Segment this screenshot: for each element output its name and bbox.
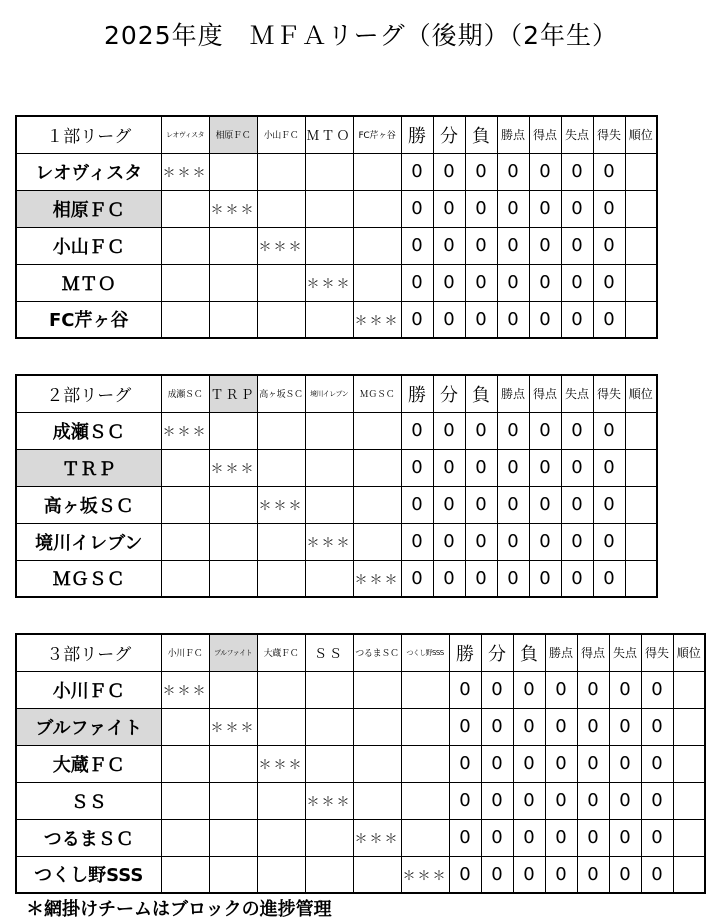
stat-cell: 0	[401, 449, 433, 486]
self-match-cell: ＊＊＊	[209, 449, 257, 486]
match-result-cell	[305, 745, 353, 782]
team-row	[16, 782, 705, 819]
match-result-cell	[353, 745, 401, 782]
stat-cell: 0	[545, 782, 577, 819]
stat-column-header: 得失	[593, 375, 625, 412]
team-row	[16, 523, 657, 560]
league-name: ２部リーグ	[16, 375, 161, 412]
stat-column-header: 勝	[401, 116, 433, 153]
opponent-column-header: ＭＧＳＣ	[353, 375, 401, 412]
stat-cell: 0	[497, 560, 529, 597]
match-result-cell	[401, 782, 449, 819]
match-result-cell	[161, 301, 209, 338]
team-row	[16, 190, 657, 227]
stat-column-header: 順位	[673, 634, 705, 671]
stat-cell: 0	[449, 708, 481, 745]
stat-cell: 0	[577, 856, 609, 893]
stat-column-header: 失点	[609, 634, 641, 671]
stat-cell	[625, 264, 657, 301]
stat-cell: 0	[609, 745, 641, 782]
stat-cell: 0	[593, 412, 625, 449]
stat-cell: 0	[481, 708, 513, 745]
league-table-2	[15, 374, 658, 598]
team-row	[16, 671, 705, 708]
team-name: ＴＲＰ	[16, 449, 161, 486]
team-row	[16, 412, 657, 449]
match-result-cell	[257, 782, 305, 819]
stat-cell: 0	[513, 782, 545, 819]
stat-column-header: 得失	[641, 634, 673, 671]
stat-cell: 0	[465, 560, 497, 597]
stat-cell: 0	[433, 190, 465, 227]
match-result-cell	[305, 227, 353, 264]
self-match-cell: ＊＊＊	[209, 708, 257, 745]
match-result-cell	[305, 486, 353, 523]
stat-cell	[673, 782, 705, 819]
stat-cell: 0	[449, 819, 481, 856]
stat-cell: 0	[561, 190, 593, 227]
self-match-cell: ＊＊＊	[209, 190, 257, 227]
stat-cell: 0	[465, 227, 497, 264]
self-match-cell: ＊＊＊	[257, 227, 305, 264]
match-result-cell	[161, 745, 209, 782]
stat-cell: 0	[401, 560, 433, 597]
match-result-cell	[353, 227, 401, 264]
stat-cell: 0	[593, 486, 625, 523]
opponent-column-header: 大蔵ＦＣ	[257, 634, 305, 671]
stat-cell: 0	[497, 523, 529, 560]
match-result-cell	[305, 449, 353, 486]
header-row	[16, 634, 705, 671]
stat-cell: 0	[561, 412, 593, 449]
match-result-cell	[257, 708, 305, 745]
stat-cell: 0	[577, 745, 609, 782]
opponent-column-header: 高ヶ坂ＳＣ	[257, 375, 305, 412]
match-result-cell	[161, 486, 209, 523]
opponent-column-header: つくし野SSS	[401, 634, 449, 671]
stat-cell: 0	[401, 153, 433, 190]
stat-cell: 0	[609, 708, 641, 745]
match-result-cell	[353, 190, 401, 227]
self-match-cell: ＊＊＊	[353, 301, 401, 338]
match-result-cell	[257, 819, 305, 856]
match-result-cell	[257, 264, 305, 301]
stat-cell: 0	[529, 190, 561, 227]
stat-cell: 0	[465, 190, 497, 227]
stat-column-header: 得点	[529, 375, 561, 412]
page-title: 2025年度 ＭＦＡリーグ（後期）（2年生）	[103, 21, 619, 50]
opponent-column-header: 成瀬ＳＣ	[161, 375, 209, 412]
stat-cell: 0	[529, 264, 561, 301]
self-match-cell: ＊＊＊	[161, 412, 209, 449]
match-result-cell	[161, 708, 209, 745]
match-result-cell	[401, 819, 449, 856]
match-result-cell	[353, 523, 401, 560]
stat-cell	[625, 560, 657, 597]
team-row	[16, 449, 657, 486]
match-result-cell	[161, 819, 209, 856]
self-match-cell: ＊＊＊	[305, 782, 353, 819]
opponent-column-header: 相原ＦＣ	[209, 116, 257, 153]
match-result-cell	[353, 449, 401, 486]
match-result-cell	[257, 301, 305, 338]
match-result-cell	[209, 819, 257, 856]
stat-column-header: 分	[433, 375, 465, 412]
team-name: ＳＳ	[16, 782, 161, 819]
stat-cell: 0	[401, 486, 433, 523]
stat-cell	[625, 449, 657, 486]
stat-cell: 0	[593, 560, 625, 597]
match-result-cell	[305, 560, 353, 597]
stat-cell: 0	[609, 856, 641, 893]
stat-cell: 0	[577, 671, 609, 708]
stat-cell: 0	[593, 301, 625, 338]
stat-column-header: 負	[465, 116, 497, 153]
stat-cell: 0	[545, 819, 577, 856]
match-result-cell	[209, 671, 257, 708]
stat-cell: 0	[401, 264, 433, 301]
team-row	[16, 819, 705, 856]
match-result-cell	[401, 745, 449, 782]
stat-cell: 0	[561, 560, 593, 597]
stat-cell: 0	[449, 671, 481, 708]
match-result-cell	[353, 782, 401, 819]
match-result-cell	[161, 782, 209, 819]
stat-cell: 0	[593, 227, 625, 264]
stat-cell: 0	[465, 486, 497, 523]
stat-cell: 0	[577, 708, 609, 745]
team-name: 大蔵ＦＣ	[16, 745, 161, 782]
stat-cell: 0	[449, 856, 481, 893]
match-result-cell	[305, 671, 353, 708]
stat-cell: 0	[593, 190, 625, 227]
team-row	[16, 153, 657, 190]
match-result-cell	[305, 819, 353, 856]
stat-cell: 0	[433, 486, 465, 523]
match-result-cell	[209, 264, 257, 301]
stat-cell: 0	[401, 190, 433, 227]
league-name: ３部リーグ	[16, 634, 161, 671]
match-result-cell	[353, 486, 401, 523]
stat-cell: 0	[577, 819, 609, 856]
stat-column-header: 勝	[401, 375, 433, 412]
match-result-cell	[257, 856, 305, 893]
stat-cell: 0	[545, 708, 577, 745]
stat-cell: 0	[609, 782, 641, 819]
self-match-cell: ＊＊＊	[161, 153, 209, 190]
team-name: レオヴィスタ	[16, 153, 161, 190]
team-row	[16, 745, 705, 782]
match-result-cell	[161, 449, 209, 486]
team-row	[16, 560, 657, 597]
stat-cell: 0	[481, 745, 513, 782]
stat-cell: 0	[433, 449, 465, 486]
self-match-cell: ＊＊＊	[305, 264, 353, 301]
stat-cell: 0	[529, 486, 561, 523]
stat-cell: 0	[449, 745, 481, 782]
stat-cell: 0	[481, 819, 513, 856]
stat-cell: 0	[401, 301, 433, 338]
match-result-cell	[353, 264, 401, 301]
team-name: つるまＳＣ	[16, 819, 161, 856]
match-result-cell	[209, 227, 257, 264]
stat-cell: 0	[481, 856, 513, 893]
stat-column-header: 順位	[625, 116, 657, 153]
stat-column-header: 勝	[449, 634, 481, 671]
team-name: 小川ＦＣ	[16, 671, 161, 708]
stat-column-header: 得失	[593, 116, 625, 153]
match-result-cell	[209, 856, 257, 893]
stat-cell: 0	[561, 153, 593, 190]
stat-column-header: 順位	[625, 375, 657, 412]
stat-cell	[625, 190, 657, 227]
match-result-cell	[257, 153, 305, 190]
stat-cell: 0	[529, 153, 561, 190]
league-table-3	[15, 633, 706, 894]
team-name: 相原ＦＣ	[16, 190, 161, 227]
stat-cell	[673, 745, 705, 782]
stat-cell: 0	[641, 708, 673, 745]
match-result-cell	[305, 708, 353, 745]
stat-cell: 0	[529, 412, 561, 449]
match-result-cell	[161, 227, 209, 264]
stat-cell: 0	[641, 745, 673, 782]
stat-cell: 0	[433, 560, 465, 597]
stat-cell	[673, 671, 705, 708]
league-name: １部リーグ	[16, 116, 161, 153]
stat-cell	[673, 856, 705, 893]
match-result-cell	[305, 301, 353, 338]
stat-column-header: 負	[465, 375, 497, 412]
stat-cell: 0	[593, 264, 625, 301]
stat-cell: 0	[433, 523, 465, 560]
team-name: 高ヶ坂ＳＣ	[16, 486, 161, 523]
match-result-cell	[305, 856, 353, 893]
team-name: ブルファイト	[16, 708, 161, 745]
stat-cell	[673, 708, 705, 745]
header-row	[16, 375, 657, 412]
team-row	[16, 264, 657, 301]
stat-cell: 0	[529, 227, 561, 264]
stat-cell: 0	[593, 523, 625, 560]
opponent-column-header: ＳＳ	[305, 634, 353, 671]
stat-column-header: 勝点	[545, 634, 577, 671]
match-result-cell	[353, 412, 401, 449]
self-match-cell: ＊＊＊	[257, 745, 305, 782]
stat-cell: 0	[465, 449, 497, 486]
stat-cell: 0	[593, 449, 625, 486]
stat-cell: 0	[641, 819, 673, 856]
stat-cell: 0	[529, 560, 561, 597]
team-row	[16, 708, 705, 745]
stat-cell: 0	[609, 671, 641, 708]
match-result-cell	[305, 412, 353, 449]
team-name: 小山ＦＣ	[16, 227, 161, 264]
match-result-cell	[257, 190, 305, 227]
team-name: ＭＴＯ	[16, 264, 161, 301]
match-result-cell	[353, 153, 401, 190]
team-row	[16, 486, 657, 523]
stat-cell: 0	[545, 745, 577, 782]
match-result-cell	[161, 190, 209, 227]
stat-cell: 0	[481, 782, 513, 819]
stat-cell: 0	[609, 819, 641, 856]
stat-cell	[625, 486, 657, 523]
stat-cell: 0	[481, 671, 513, 708]
match-result-cell	[257, 449, 305, 486]
stat-cell: 0	[529, 449, 561, 486]
stat-cell	[625, 301, 657, 338]
match-result-cell	[257, 671, 305, 708]
stat-cell: 0	[577, 782, 609, 819]
stat-cell: 0	[561, 449, 593, 486]
match-result-cell	[161, 560, 209, 597]
stat-cell: 0	[433, 153, 465, 190]
match-result-cell	[257, 523, 305, 560]
team-name: ＭＧＳＣ	[16, 560, 161, 597]
match-result-cell	[209, 745, 257, 782]
match-result-cell	[353, 856, 401, 893]
stat-cell: 0	[513, 745, 545, 782]
team-row	[16, 301, 657, 338]
footnote: ＊網掛けチームはブロックの進捗管理	[26, 899, 332, 920]
stat-cell: 0	[465, 301, 497, 338]
match-result-cell	[401, 708, 449, 745]
opponent-column-header: ＭＴＯ	[305, 116, 353, 153]
match-result-cell	[209, 523, 257, 560]
team-name: 境川イレブン	[16, 523, 161, 560]
opponent-column-header: 小山ＦＣ	[257, 116, 305, 153]
match-result-cell	[257, 412, 305, 449]
stat-cell: 0	[561, 227, 593, 264]
team-name: FC芹ヶ谷	[16, 301, 161, 338]
stat-cell: 0	[545, 671, 577, 708]
opponent-column-header: ブルファイト	[209, 634, 257, 671]
match-result-cell	[209, 301, 257, 338]
opponent-column-header: ＴＲＰ	[209, 375, 257, 412]
header-row	[16, 116, 657, 153]
stat-cell: 0	[561, 264, 593, 301]
stat-cell: 0	[465, 264, 497, 301]
stat-cell: 0	[561, 523, 593, 560]
opponent-column-header: レオヴィスタ	[161, 116, 209, 153]
match-result-cell	[257, 560, 305, 597]
stat-cell: 0	[561, 301, 593, 338]
stat-cell: 0	[465, 523, 497, 560]
stat-column-header: 勝点	[497, 116, 529, 153]
team-name: 成瀬ＳＣ	[16, 412, 161, 449]
opponent-column-header: つるまＳＣ	[353, 634, 401, 671]
stat-cell: 0	[513, 819, 545, 856]
stat-cell: 0	[529, 301, 561, 338]
self-match-cell: ＊＊＊	[401, 856, 449, 893]
stat-cell: 0	[497, 412, 529, 449]
stat-cell: 0	[497, 301, 529, 338]
stat-cell	[673, 819, 705, 856]
stat-cell: 0	[401, 227, 433, 264]
stat-column-header: 失点	[561, 116, 593, 153]
stat-cell: 0	[433, 301, 465, 338]
match-result-cell	[305, 190, 353, 227]
stat-cell: 0	[641, 856, 673, 893]
stat-column-header: 分	[481, 634, 513, 671]
stat-cell: 0	[641, 671, 673, 708]
match-result-cell	[209, 486, 257, 523]
stat-cell: 0	[529, 523, 561, 560]
self-match-cell: ＊＊＊	[161, 671, 209, 708]
opponent-column-header: 境川イレブン	[305, 375, 353, 412]
stat-cell: 0	[545, 856, 577, 893]
match-result-cell	[161, 523, 209, 560]
self-match-cell: ＊＊＊	[353, 819, 401, 856]
stat-cell: 0	[433, 412, 465, 449]
stat-cell: 0	[513, 856, 545, 893]
stat-cell: 0	[497, 449, 529, 486]
opponent-column-header: 小川ＦＣ	[161, 634, 209, 671]
stat-cell: 0	[593, 153, 625, 190]
stat-cell: 0	[513, 671, 545, 708]
stat-cell	[625, 523, 657, 560]
stat-column-header: 得点	[577, 634, 609, 671]
match-result-cell	[401, 671, 449, 708]
stat-cell: 0	[497, 227, 529, 264]
stat-cell: 0	[465, 153, 497, 190]
team-name: つくし野SSS	[16, 856, 161, 893]
stat-column-header: 分	[433, 116, 465, 153]
stat-cell: 0	[641, 782, 673, 819]
match-result-cell	[209, 782, 257, 819]
stat-cell: 0	[401, 412, 433, 449]
match-result-cell	[209, 412, 257, 449]
match-result-cell	[353, 671, 401, 708]
stat-cell: 0	[433, 264, 465, 301]
stat-cell: 0	[465, 412, 497, 449]
match-result-cell	[161, 856, 209, 893]
self-match-cell: ＊＊＊	[353, 560, 401, 597]
opponent-column-header: FC芹ヶ谷	[353, 116, 401, 153]
match-result-cell	[305, 153, 353, 190]
stat-cell: 0	[497, 153, 529, 190]
stat-column-header: 勝点	[497, 375, 529, 412]
team-row	[16, 227, 657, 264]
match-result-cell	[209, 153, 257, 190]
stat-cell	[625, 412, 657, 449]
stat-cell: 0	[513, 708, 545, 745]
stat-cell	[625, 227, 657, 264]
match-result-cell	[161, 264, 209, 301]
stat-cell: 0	[449, 782, 481, 819]
stat-column-header: 失点	[561, 375, 593, 412]
stat-column-header: 負	[513, 634, 545, 671]
match-result-cell	[353, 708, 401, 745]
stat-cell: 0	[497, 486, 529, 523]
stat-cell: 0	[497, 264, 529, 301]
stat-cell	[625, 153, 657, 190]
stat-cell: 0	[433, 227, 465, 264]
team-row	[16, 856, 705, 893]
match-result-cell	[209, 560, 257, 597]
stat-cell: 0	[401, 523, 433, 560]
self-match-cell: ＊＊＊	[305, 523, 353, 560]
stat-column-header: 得点	[529, 116, 561, 153]
stat-cell: 0	[561, 486, 593, 523]
league-table-1	[15, 115, 658, 339]
stat-cell: 0	[497, 190, 529, 227]
self-match-cell: ＊＊＊	[257, 486, 305, 523]
